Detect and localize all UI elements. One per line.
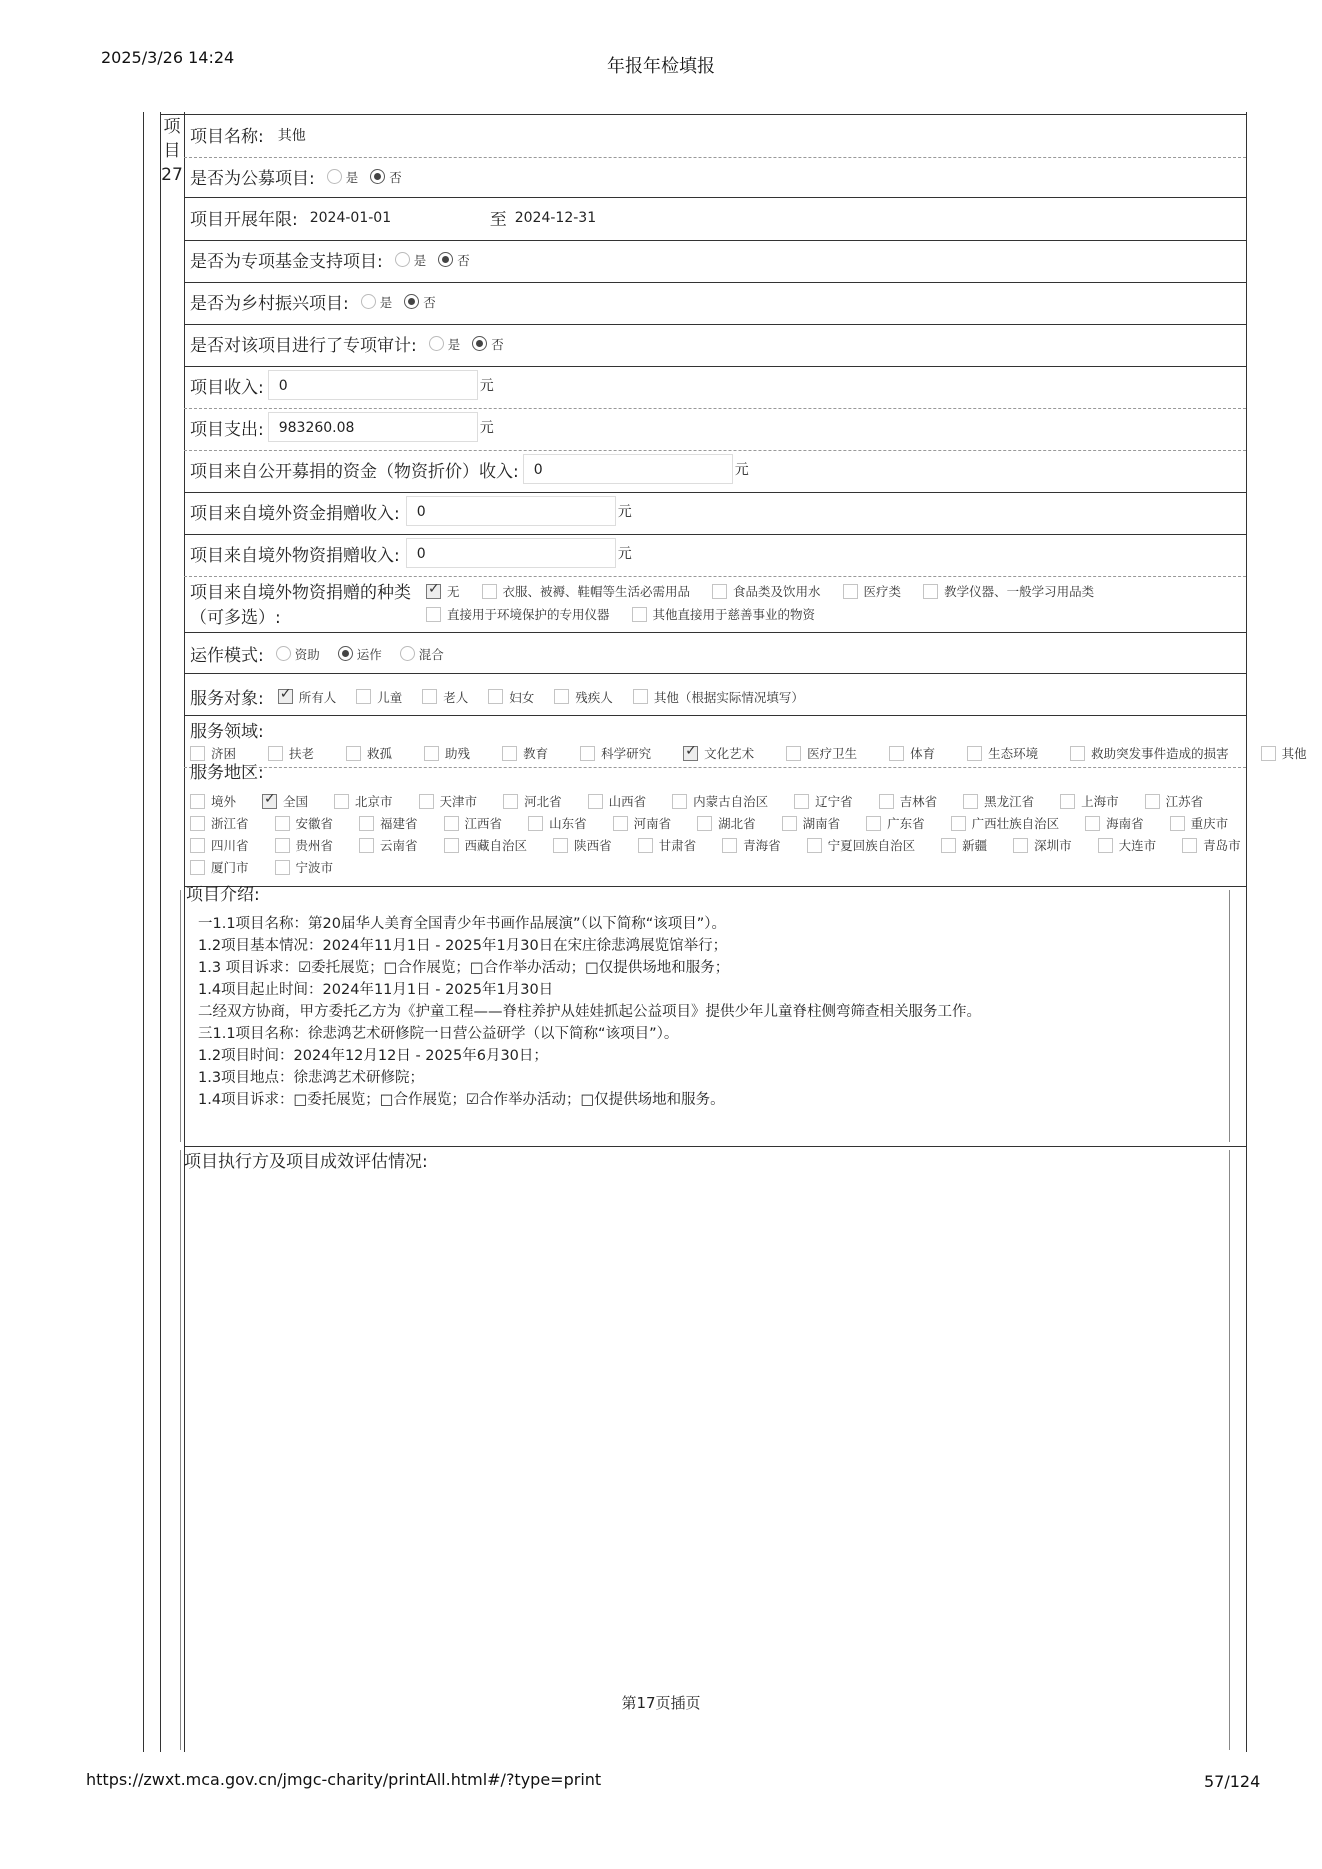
radio-label-no: 否 — [457, 252, 470, 268]
field-science-checkbox[interactable] — [580, 746, 595, 761]
public-fundraising-label: 是否为公募项目: — [190, 169, 315, 189]
region-label: 上海市 — [1081, 794, 1119, 809]
project-name-label: 项目名称: — [190, 127, 264, 147]
rural-revitalization-row — [190, 289, 436, 314]
field-label: 扶老 — [289, 746, 315, 761]
field-label: 文化艺术 — [704, 746, 755, 761]
income-label: 项目收入: — [190, 377, 264, 398]
region-checkbox[interactable] — [794, 794, 809, 809]
region-label: 安徽省 — [295, 816, 334, 831]
region-checkbox[interactable] — [613, 816, 628, 831]
print-page-counter: 57/124 — [1204, 1772, 1261, 1791]
goods-type-label: 食品类及饮用水 — [733, 584, 821, 599]
goods-type-label: 衣服、被褥、鞋帽等生活必需用品 — [502, 584, 691, 599]
radio-label: 资助 — [294, 646, 320, 662]
field-elderly-checkbox[interactable] — [268, 746, 283, 761]
region-label: 青海省 — [743, 838, 781, 853]
region-label: 厦门市 — [211, 860, 249, 875]
region-label: 湖北省 — [718, 816, 756, 831]
intro-line: 1.4项目起止时间：2024年11月1日 - 2025年1月30日 — [198, 982, 554, 998]
overseas-goods-types-row1 — [412, 582, 1094, 600]
insert-page-label: 第17页插页 — [621, 1694, 701, 1712]
radio-label-no: 否 — [491, 336, 504, 352]
region-checkbox[interactable] — [697, 816, 712, 831]
radio-label-yes: 是 — [447, 336, 461, 352]
region-checkbox[interactable] — [638, 838, 653, 853]
service-targets-label: 服务对象: — [190, 689, 264, 709]
region-checkbox[interactable] — [190, 838, 205, 853]
region-label: 北京市 — [355, 794, 393, 809]
period-end-input[interactable]: 2024-12-31 — [514, 209, 597, 226]
region-label: 深圳市 — [1034, 838, 1072, 853]
intro-line: 1.2项目基本情况：2024年11月1日 - 2025年1月30日在宋庄徐悲鸿展览馆举行； — [198, 938, 728, 954]
region-label: 新疆 — [962, 838, 988, 853]
region-label: 天津市 — [439, 794, 478, 809]
rural-revitalization-no-radio[interactable] — [404, 294, 419, 309]
row-divider — [184, 240, 1246, 241]
region-checkbox[interactable] — [419, 794, 434, 809]
region-checkbox[interactable] — [553, 838, 568, 853]
intro-line: 1.4项目诉求：□委托展览；□合作展览；☑合作举办活动；□仅提供场地和服务。 — [198, 1092, 725, 1108]
execution-label: 项目执行方及项目成效评估情况: — [184, 1152, 428, 1172]
target-label: 其他（根据实际情况填写） — [653, 689, 804, 705]
region-checkbox[interactable] — [275, 816, 290, 831]
intro-line: 1.2项目时间：2024年12月12日 - 2025年6月30日； — [198, 1048, 548, 1064]
region-checkbox[interactable] — [1182, 838, 1197, 853]
row-divider — [184, 673, 1246, 674]
field-label: 救助突发事件造成的损害 — [1091, 746, 1229, 761]
target-label: 妇女 — [509, 689, 535, 705]
execution-box-left — [180, 1150, 181, 1750]
field-label: 济困 — [211, 746, 237, 761]
region-label: 广东省 — [887, 816, 925, 831]
target-all-checkbox[interactable] — [278, 689, 293, 704]
rural-revitalization-yes-radio[interactable] — [361, 294, 376, 309]
field-label: 助残 — [445, 746, 471, 761]
overseas-goods-label: 项目来自境外物资捐赠收入: — [190, 545, 400, 566]
region-label: 陕西省 — [574, 838, 612, 853]
region-label: 广西壮族自治区 — [971, 816, 1060, 831]
service-fields-row — [176, 744, 1307, 762]
goods-type-other-checkbox[interactable] — [632, 607, 647, 622]
region-label: 湖南省 — [802, 816, 841, 831]
operation-mode-row — [190, 641, 444, 666]
region-checkbox[interactable] — [1085, 816, 1100, 831]
expense-input[interactable]: 983260.08 — [268, 412, 478, 442]
service-regions-row3 — [176, 836, 1241, 854]
field-education-checkbox[interactable] — [502, 746, 517, 761]
period-to-label: 至 — [489, 210, 507, 230]
region-label: 山东省 — [549, 816, 587, 831]
region-label: 青岛市 — [1203, 838, 1241, 853]
region-checkbox[interactable] — [782, 816, 797, 831]
public-funds-unit: 元 — [734, 462, 749, 478]
right-border — [1246, 112, 1247, 1752]
intro-line: 二经双方协商，甲方委托乙方为《护童工程——脊柱养护从娃娃抓起公益项目》提供少年儿童脊柱侧弯筛查相关服务工作。 — [198, 1004, 981, 1020]
field-label: 体育 — [910, 746, 936, 761]
special-audit-yes-radio[interactable] — [429, 336, 444, 351]
region-label: 宁波市 — [295, 860, 334, 875]
goods-type-environment-checkbox[interactable] — [426, 607, 441, 622]
goods-type-clothing-checkbox[interactable] — [482, 584, 497, 599]
radio-label-yes: 是 — [345, 169, 359, 185]
rural-revitalization-label: 是否为乡村振兴项目: — [190, 294, 349, 314]
target-label: 老人 — [443, 689, 469, 705]
region-label: 江苏省 — [1165, 794, 1204, 809]
region-label: 内蒙古自治区 — [693, 794, 769, 809]
special-fund-row — [190, 247, 470, 272]
special-audit-row — [190, 331, 504, 356]
target-label: 残疾人 — [575, 689, 613, 705]
row-divider — [184, 324, 1246, 325]
region-checkbox[interactable] — [444, 838, 459, 853]
expense-label: 项目支出: — [190, 419, 264, 440]
region-checkbox[interactable] — [951, 816, 966, 831]
special-audit-no-radio[interactable] — [472, 336, 487, 351]
row-divider — [184, 767, 1246, 768]
region-nationwide-checkbox[interactable] — [262, 794, 277, 809]
region-label: 江西省 — [464, 816, 503, 831]
inner-left-border — [160, 112, 161, 1752]
service-regions-label: 服务地区: — [190, 763, 264, 783]
radio-label-no: 否 — [423, 294, 436, 310]
service-fields-label: 服务领域: — [190, 722, 264, 742]
region-checkbox[interactable] — [807, 838, 822, 853]
region-label: 海南省 — [1106, 816, 1144, 831]
target-label: 所有人 — [298, 689, 337, 705]
expense-row — [190, 412, 494, 442]
target-elderly-checkbox[interactable] — [422, 689, 437, 704]
region-checkbox[interactable] — [334, 794, 349, 809]
row-divider — [184, 576, 1246, 577]
row-divider — [184, 492, 1246, 493]
row-divider — [184, 157, 1246, 158]
execution-box-right — [1229, 1150, 1230, 1750]
field-orphan-checkbox[interactable] — [346, 746, 361, 761]
goods-type-label: 无 — [447, 584, 460, 599]
intro-line: 一1.1项目名称：第20届华人美育全国青少年书画作品展演”（以下简称“该项目”）。 — [198, 916, 727, 932]
service-targets-row — [190, 684, 804, 709]
period-label: 项目开展年限: — [190, 210, 298, 230]
target-children-checkbox[interactable] — [356, 689, 371, 704]
field-emergency-checkbox[interactable] — [1070, 746, 1085, 761]
public-fundraising-row — [190, 164, 402, 189]
region-label: 河北省 — [524, 794, 562, 809]
overseas-goods-row — [190, 538, 632, 568]
row-divider — [184, 408, 1246, 409]
intro-box-right — [1229, 890, 1230, 1142]
overseas-funds-label: 项目来自境外资金捐赠收入: — [190, 503, 400, 524]
row-divider — [184, 450, 1246, 451]
row-divider — [184, 534, 1246, 535]
region-checkbox[interactable] — [588, 794, 603, 809]
region-label: 境外 — [211, 794, 237, 809]
row-divider — [184, 632, 1246, 633]
region-checkbox[interactable] — [879, 794, 894, 809]
operation-mode-funding-radio[interactable] — [276, 646, 291, 661]
region-checkbox[interactable] — [963, 794, 978, 809]
radio-label: 混合 — [418, 646, 444, 662]
radio-label: 运作 — [356, 646, 382, 662]
target-label: 儿童 — [377, 689, 403, 705]
project-number-label: 项 目 27 — [161, 117, 183, 185]
income-row — [190, 370, 494, 400]
field-medical-checkbox[interactable] — [786, 746, 801, 761]
region-label: 福建省 — [380, 816, 418, 831]
income-unit: 元 — [479, 378, 494, 394]
public-fundraising-no-radio[interactable] — [370, 169, 385, 184]
income-input[interactable]: 0 — [268, 370, 478, 400]
region-label: 大连市 — [1118, 838, 1157, 853]
goods-type-label: 直接用于环境保护的专用仪器 — [447, 607, 610, 622]
operation-mode-operate-radio[interactable] — [338, 646, 353, 661]
overseas-goods-unit: 元 — [617, 546, 632, 562]
special-fund-yes-radio[interactable] — [395, 252, 410, 267]
field-label: 其他 — [1281, 746, 1307, 761]
field-label: 科学研究 — [601, 746, 652, 761]
execution-textarea[interactable] — [182, 1172, 1228, 1692]
special-fund-label: 是否为专项基金支持项目: — [190, 252, 383, 272]
introduction-label: 项目介绍: — [186, 885, 260, 905]
service-regions-row4 — [176, 858, 333, 876]
operation-mode-mixed-radio[interactable] — [400, 646, 415, 661]
project-period-row — [190, 205, 596, 230]
overseas-goods-input[interactable]: 0 — [406, 538, 616, 568]
operation-mode-label: 运作模式: — [190, 646, 264, 666]
overseas-funds-unit: 元 — [617, 504, 632, 520]
region-checkbox[interactable] — [1060, 794, 1075, 809]
region-checkbox[interactable] — [722, 838, 737, 853]
region-checkbox[interactable] — [359, 838, 374, 853]
row-divider — [184, 886, 1246, 887]
region-checkbox[interactable] — [866, 816, 881, 831]
radio-label-yes: 是 — [413, 252, 427, 268]
period-start-input[interactable]: 2024-01-01 — [309, 209, 392, 226]
overseas-goods-types-sublabel: （可多选）: — [190, 608, 281, 628]
public-funds-label: 项目来自公开募捐的资金（物资折价）收入: — [190, 461, 519, 482]
row-divider — [184, 197, 1246, 198]
outer-left-border — [143, 112, 144, 1752]
public-funds-row — [190, 454, 749, 484]
goods-type-food-checkbox[interactable] — [712, 584, 727, 599]
service-regions-row2 — [176, 814, 1228, 832]
region-label: 西藏自治区 — [464, 838, 528, 853]
radio-label-no: 否 — [389, 169, 402, 185]
service-regions-row1 — [176, 792, 1203, 810]
region-label: 全国 — [283, 794, 309, 809]
region-label: 浙江省 — [211, 816, 249, 831]
goods-type-label: 教学仪器、一般学习用品类 — [944, 584, 1095, 599]
field-ecology-checkbox[interactable] — [967, 746, 982, 761]
special-fund-no-radio[interactable] — [438, 252, 453, 267]
overseas-funds-row — [190, 496, 632, 526]
goods-type-medical-checkbox[interactable] — [843, 584, 858, 599]
region-checkbox[interactable] — [503, 794, 518, 809]
region-label: 重庆市 — [1190, 816, 1229, 831]
region-checkbox[interactable] — [1098, 838, 1113, 853]
region-checkbox[interactable] — [190, 860, 205, 875]
region-label: 吉林省 — [899, 794, 938, 809]
region-label: 宁夏回族自治区 — [827, 838, 916, 853]
project-name-row — [190, 122, 306, 147]
public-funds-input[interactable]: 0 — [523, 454, 733, 484]
goods-type-none-checkbox[interactable] — [426, 584, 441, 599]
region-checkbox[interactable] — [941, 838, 956, 853]
expense-unit: 元 — [479, 420, 494, 436]
overseas-goods-types-label: 项目来自境外物资捐赠的种类 — [190, 583, 411, 603]
region-label: 黑龙江省 — [984, 794, 1035, 809]
field-label: 生态环境 — [988, 746, 1039, 761]
intro-line: 1.3项目地点：徐悲鸿艺术研修院； — [198, 1070, 425, 1086]
intro-box-left — [180, 890, 181, 1142]
intro-line: 三1.1项目名称：徐悲鸿艺术研修院一日营公益研学（以下简称“该项目”）。 — [198, 1026, 679, 1042]
region-checkbox[interactable] — [190, 794, 205, 809]
goods-type-label: 其他直接用于慈善事业的物资 — [652, 607, 816, 622]
target-disabled-checkbox[interactable] — [554, 689, 569, 704]
region-checkbox[interactable] — [190, 816, 205, 831]
field-label: 教育 — [523, 746, 549, 761]
project-name-value[interactable]: 其他 — [277, 127, 306, 144]
region-checkbox[interactable] — [1170, 816, 1185, 831]
print-url: https://zwxt.mca.gov.cn/jmgc-charity/printAll.html#/?type=print — [86, 1770, 602, 1789]
region-label: 四川省 — [211, 838, 249, 853]
field-other-checkbox[interactable] — [1261, 746, 1276, 761]
region-checkbox[interactable] — [1013, 838, 1028, 853]
page-title: 年报年检填报 — [607, 56, 715, 77]
overseas-goods-types-row2 — [412, 605, 815, 623]
goods-type-teaching-checkbox[interactable] — [923, 584, 938, 599]
overseas-funds-input[interactable]: 0 — [406, 496, 616, 526]
region-checkbox[interactable] — [275, 860, 290, 875]
region-label: 贵州省 — [295, 838, 334, 853]
region-checkbox[interactable] — [1145, 794, 1160, 809]
region-label: 甘肃省 — [658, 838, 697, 853]
region-checkbox[interactable] — [672, 794, 687, 809]
field-label: 救孤 — [367, 746, 393, 761]
region-checkbox[interactable] — [444, 816, 459, 831]
print-timestamp: 2025/3/26 14:24 — [101, 48, 235, 67]
region-checkbox[interactable] — [528, 816, 543, 831]
field-disability-checkbox[interactable] — [424, 746, 439, 761]
intro-line: 1.3 项目诉求：☑委托展览；□合作展览；□合作举办活动；□仅提供场地和服务； — [198, 960, 730, 976]
row-divider — [184, 715, 1246, 716]
field-sports-checkbox[interactable] — [889, 746, 904, 761]
region-label: 山西省 — [608, 794, 647, 809]
special-audit-label: 是否对该项目进行了专项审计: — [190, 336, 417, 356]
region-checkbox[interactable] — [359, 816, 374, 831]
row-divider — [184, 366, 1246, 367]
field-label: 医疗卫生 — [807, 746, 858, 761]
public-fundraising-yes-radio[interactable] — [327, 169, 342, 184]
region-label: 河南省 — [633, 816, 672, 831]
target-women-checkbox[interactable] — [488, 689, 503, 704]
field-culture-art-checkbox[interactable] — [683, 746, 698, 761]
region-checkbox[interactable] — [275, 838, 290, 853]
top-border — [160, 114, 1247, 115]
region-label: 辽宁省 — [815, 794, 853, 809]
row-divider — [184, 282, 1246, 283]
goods-type-label: 医疗类 — [863, 584, 902, 599]
region-label: 云南省 — [380, 838, 418, 853]
target-other-checkbox[interactable] — [633, 689, 648, 704]
radio-label-yes: 是 — [379, 294, 393, 310]
